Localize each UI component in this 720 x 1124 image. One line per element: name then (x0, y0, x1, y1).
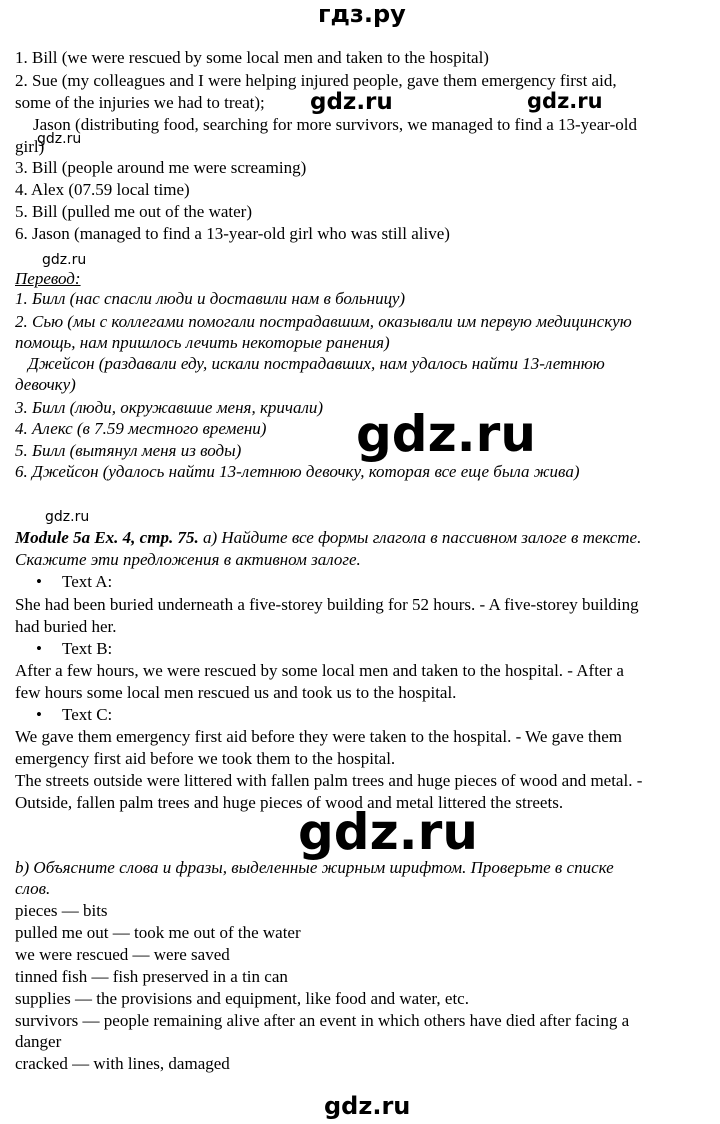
module-heading-bold: Module 5a Ex. 4, стр. 75. (15, 528, 199, 547)
text-a-line: had buried her. (15, 617, 117, 636)
vocab-item: we were rescued — were saved (15, 945, 230, 964)
answer-line: 4. Alex (07.59 local time) (15, 180, 190, 199)
part-b-heading: b) Объясните слова и фразы, выделенные жирным шрифтом. Проверьте в списке (15, 858, 614, 877)
vocab-item: cracked — with lines, damaged (15, 1054, 230, 1073)
vocab-item: tinned fish — fish preserved in a tin can (15, 967, 288, 986)
translation-heading: Перевод: (15, 269, 81, 288)
answer-line: girl) (15, 137, 45, 156)
text-c-label: Text C: (62, 705, 113, 724)
text-c-bullet (40, 704, 112, 726)
translation-line: 6. Джейсон (удалось найти 13-летнюю девочку, которая все еще была жива) (15, 462, 580, 481)
text-c-line: Outside, fallen palm trees and huge pieces of wood and metal littered the streets. (15, 793, 564, 812)
watermark-top: гдз.ру (318, 0, 406, 28)
answer-line: Jason (distributing food, searching for more survivors, we managed to find a 13-year-old (33, 115, 637, 134)
text-c-line: The streets outside were littered with fallen palm trees and huge pieces of wood and metal. - (15, 771, 643, 790)
vocab-item: supplies — the provisions and equipment, like food and water, etc. (15, 989, 469, 1008)
answer-line: 5. Bill (pulled me out of the water) (15, 202, 252, 221)
watermark-small: gdz.ru (37, 131, 82, 147)
answer-line: 3. Bill (people around me were screaming) (15, 158, 307, 177)
text-a-bullet (40, 571, 112, 593)
text-a-label: Text A: (62, 572, 113, 591)
watermark-medium: gdz.ru (310, 89, 393, 115)
translation-line: 1. Билл (нас спасли люди и доставили нам в больницу) (15, 289, 406, 308)
answer-line: some of the injuries we had to treat); (15, 93, 265, 112)
text-b-bullet (40, 638, 112, 660)
translation-line: помощь, нам пришлось лечить некоторые ранения) (15, 333, 390, 352)
vocab-item: survivors — people remaining alive after an event in which others have died after facing a (15, 1011, 630, 1030)
answer-line: 6. Jason (managed to find a 13-year-old girl who was still alive) (15, 224, 450, 243)
watermark-small: gdz.ru (45, 509, 90, 525)
text-c-line: emergency first aid before we took them to the hospital. (15, 749, 396, 768)
part-b-heading-line2: слов. (15, 879, 51, 898)
translation-line: 5. Билл (вытянул меня из воды) (15, 441, 242, 460)
watermark-small: gdz.ru (42, 252, 87, 268)
answer-line: 2. Sue (my colleagues and I were helping injured people, gave them emergency first aid, (15, 71, 617, 90)
text-b-line: few hours some local men rescued us and took us to the hospital. (15, 683, 457, 702)
vocab-item: danger (15, 1032, 62, 1051)
translation-line: Джейсон (раздавали еду, искали пострадавших, нам удалось найти 13-летнюю (28, 354, 605, 373)
text-b-label: Text B: (62, 639, 113, 658)
vocab-item: pieces — bits (15, 901, 108, 920)
watermark-bottom: gdz.ru (324, 1092, 411, 1120)
answer-line: 1. Bill (we were rescued by some local men and taken to the hospital) (15, 48, 489, 67)
text-b-line: After a few hours, we were rescued by some local men and taken to the hospital. - After a (15, 661, 624, 680)
watermark-large: gdz.ru (298, 803, 478, 861)
text-c-line: We gave them emergency first aid before they were taken to the hospital. - We gave them (15, 727, 622, 746)
watermark-large: gdz.ru (356, 405, 536, 463)
watermark-medium: gdz.ru (527, 89, 603, 113)
module-heading (15, 527, 641, 549)
module-heading-rest: a) Найдите все формы глагола в пассивном залоге в тексте. (198, 528, 642, 547)
translation-line: 3. Билл (люди, окружавшие меня, кричали) (15, 398, 324, 417)
translation-line: девочку) (15, 375, 76, 394)
module-heading-line2: Скажите эти предложения в активном залоге. (15, 550, 361, 569)
vocab-item: pulled me out — took me out of the water (15, 923, 301, 942)
translation-line: 2. Сью (мы с коллегами помогали пострадавшим, оказывали им первую медицинскую (15, 312, 632, 331)
text-a-line: She had been buried underneath a five-storey building for 52 hours. - A five-storey building (15, 595, 639, 614)
translation-line: 4. Алекс (в 7.59 местного времени) (15, 419, 267, 438)
